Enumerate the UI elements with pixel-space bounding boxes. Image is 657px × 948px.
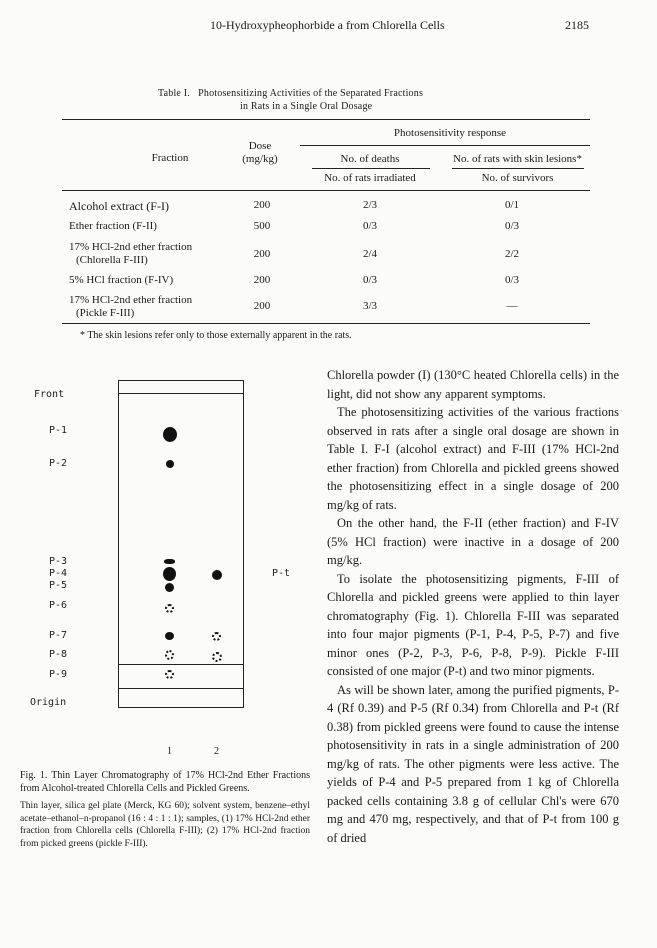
deaths-fraction-rule [312,168,430,169]
spot-p7 [165,632,174,640]
table-caption-line1: Photosensitizing Activities of the Separated Fractions [198,88,424,99]
table-cell-deaths: 3/3 [362,300,378,312]
table-cell-lesions: 0/1 [504,199,520,211]
table-cell-fraction: 17% HCl-2nd ether fraction [69,241,193,253]
spot-p9 [165,670,174,679]
page-number: 2185 [565,18,589,32]
header-deaths-num: No. of deaths [340,153,400,165]
table-cell-dose: 200 [253,248,271,260]
table-cell-lesions: 2/2 [504,248,520,260]
header-dose-1: Dose [248,140,272,152]
table-caption-label: Table I. [158,88,190,99]
label-front: Front [34,389,65,400]
spot-p6 [165,604,174,613]
lane-2-label: 2 [214,746,219,757]
label-p4: P-4 [49,568,68,579]
table-cell-dose: 200 [253,199,271,211]
label-p8: P-8 [49,649,68,660]
body-paragraph: Chlorella powder (I) (130°C heated Chlorella cells) in the light, did not show any apparent symptoms. [327,368,619,401]
body-paragraph: As will be shown later, among the purified pigments, P-4 (Rf 0.39) and P-5 (Rf 0.34) from Chlorella and P-t (Rf 0.38) from pickled greens were found to cause the intense photosensitivity in rats in a single administration of 200 mg/kg of rats. The other pigments were less active. The yields of P-4 and P-5 prepared from 1 kg of Chlorella packed cells containing 3.8 g of cellular Chl's were 670 mg and 470 mg, respectively, and that of P-t from 100 g of dried [327,682,619,845]
solvent-front-line [119,393,243,394]
label-p2: P-2 [49,458,68,469]
body-paragraph: The photosensitizing activities of the various fractions observed in rats after a single oral dosage are shown in Table I. F-I (alcohol extract) and F-III (17% HCl-2nd ether fraction) from Chlorella and pickled greens showed the photosensitizing effect in a single dosage of 200 mg/kg of rats. [327,405,619,512]
header-dose-2: (mg/kg) [242,153,278,165]
header-fraction: Fraction [151,152,189,164]
label-p9: P-9 [49,669,68,680]
figure-caption-title: Fig. 1. Thin Layer Chromatography of 17% HCl-2nd Ether Fractions from Alcohol-treated Chlorella Cells and Pickled Greens. [20,770,310,794]
spot-lane2-minor-2 [212,652,222,662]
table-bottom-rule [62,323,590,324]
spot-p4 [163,567,176,581]
table-cell-fraction: Alcohol extract (F-I) [69,199,169,213]
spot-p3 [164,559,175,564]
spot-p1 [163,427,177,442]
table-cell-deaths: 2/4 [362,248,378,260]
table-top-rule [62,119,590,120]
figure-caption [20,769,310,850]
spot-p2 [166,460,174,468]
table-cell-lesions: — [506,300,518,312]
response-rule [300,145,590,146]
table-footnote: * The skin lesions refer only to those externally apparent in the rats. [80,330,352,341]
spot-p5 [165,583,174,592]
spot-p8 [165,650,174,660]
lesions-fraction-rule [452,168,584,169]
body-text-column [327,366,619,847]
data-table [0,0,657,330]
header-response: Photosensitivity response [393,127,507,139]
label-p1: P-1 [49,425,68,436]
label-pt: P-t [272,568,291,579]
table-cell-fraction-sub: (Chlorella F-III) [76,254,148,266]
label-p5: P-5 [49,580,68,591]
spot-lane2-minor-1 [212,632,221,641]
table-cell-fraction: 17% HCl-2nd ether fraction [69,294,193,306]
label-p7: P-7 [49,630,68,641]
table-cell-lesions: 0/3 [504,274,520,286]
table-cell-lesions: 0/3 [504,220,520,232]
running-title: 10-Hydroxypheophorbide a from Chlorella Cells [210,18,445,32]
table-cell-fraction: Ether fraction (F-II) [69,220,157,232]
label-origin: Origin [30,697,67,708]
plate-lower-line [119,688,243,689]
label-p3: P-3 [49,556,68,567]
header-lesions-den: No. of survivors [481,172,554,184]
table-cell-deaths: 0/3 [362,220,378,232]
tlc-plate [118,380,244,708]
header-lesions-num: No. of rats with skin lesions* [453,153,582,165]
header-deaths-den: No. of rats irradiated [324,172,416,184]
table-cell-deaths: 0/3 [362,274,378,286]
table-cell-dose: 500 [253,220,271,232]
table-cell-fraction: 5% HCl fraction (F-IV) [69,274,174,286]
origin-line [119,664,243,665]
body-paragraph: To isolate the photosensitizing pigments, F-III of Chlorella and pickled greens were applied to thin layer chromatography (Fig. 1). Chlorella F-III was separated into four major pigments (P-1, P-4, P-5, P-7) and five minor ones (P-2, P-3, P-6, P-8, P-9). Pickle F-III consisted of one major (P-t) and two minor pigments. [327,571,619,678]
header-bottom-rule [62,190,590,191]
table-caption-line2: in Rats in a Single Oral Dosage [240,101,373,112]
label-p6: P-6 [49,600,68,611]
lane-1-label: 1 [167,746,172,757]
table-cell-fraction-sub: (Pickle F-III) [76,307,135,319]
body-paragraph: On the other hand, the F-II (ether fraction) and F-IV (5% HCl fraction) were inactive in a dosage of 200 mg/kg. [327,516,619,567]
spot-pt [212,570,222,580]
table-cell-dose: 200 [253,300,271,312]
table-cell-deaths: 2/3 [362,199,378,211]
figure-caption-body: Thin layer, silica gel plate (Merck, KG 60); solvent system, benzene–ethyl acetate–ethanol–n-propanol (16 : 4 : 1 : 1); samples, (1) 17% HCl-2nd ether fraction from Chlorella cells (Chlorella F-III); (2) 17% HCl-2nd fraction from picked greens (pickle F-III). [20,801,310,849]
table-cell-dose: 200 [253,274,271,286]
